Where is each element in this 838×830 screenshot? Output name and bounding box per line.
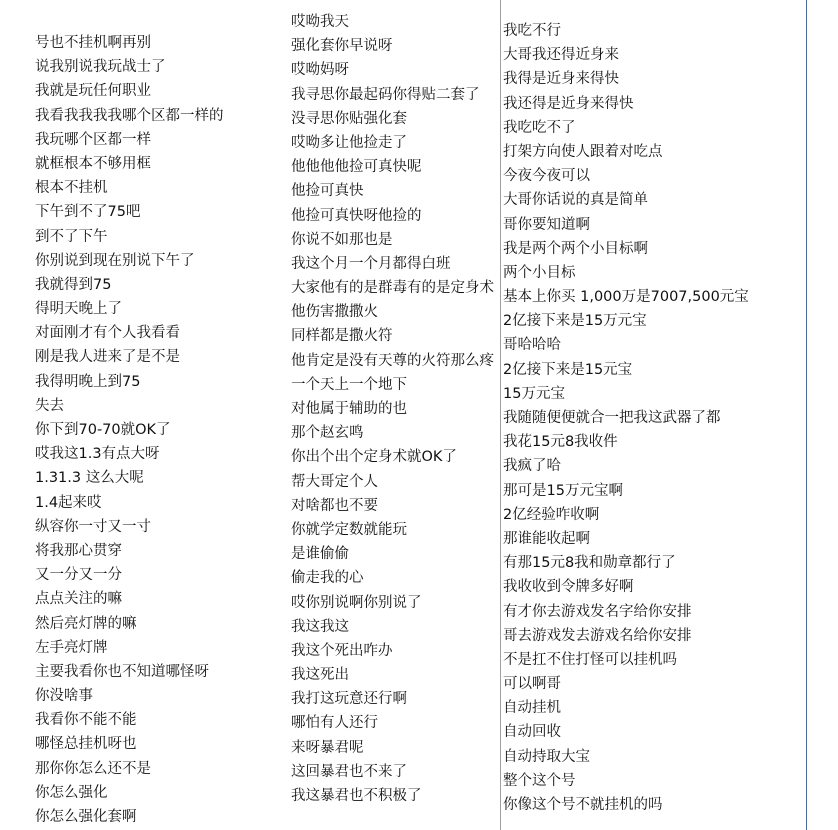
transcript-line: 号也不挂机啊再别 — [35, 35, 151, 51]
transcript-line: 帮大哥定个人 — [291, 473, 378, 490]
transcript-line: 我这个死出咋办 — [291, 642, 393, 659]
transcript-line: 你怎么强化 — [35, 784, 108, 801]
transcript-line: 对面刚才有个人我看看 — [35, 325, 180, 342]
transcript-line: 是谁偷偷 — [291, 546, 349, 563]
transcript-line: 我玩哪个区都一样 — [35, 131, 151, 148]
transcript-line: 哥去游戏发去游戏名给你安排 — [503, 627, 692, 644]
transcript-line: 两个小目标 — [503, 264, 576, 281]
transcript-line: 我随随便便就合一把我这武器了都 — [503, 410, 721, 426]
transcript-line: 有才你去游戏发名字给你安排 — [503, 603, 692, 620]
transcript-line: 我这个月一个月都得白班 — [291, 255, 451, 272]
transcript-line: 那你你怎么还不是 — [35, 760, 151, 777]
transcript-line: 你说不如那也是 — [291, 231, 393, 248]
transcript-line: 那谁能收起啊 — [503, 530, 590, 547]
transcript-line: 我看我我我我哪个区都一样的 — [35, 107, 224, 124]
transcript-line: 下午到不了75吧 — [35, 204, 141, 221]
transcript-line: 可以啊哥 — [503, 676, 561, 693]
transcript-line: 打架方向使人跟着对吃点 — [503, 143, 663, 160]
transcript-line: 哪怪总挂机呀也 — [35, 736, 137, 753]
transcript-line: 我花15元8我收件 — [503, 434, 618, 451]
transcript-line: 你怎么强化套啊 — [35, 809, 137, 825]
transcript-line: 我这我这 — [291, 618, 349, 635]
transcript-line: 说我别说我玩战士了 — [35, 59, 166, 76]
transcript-line: 那个赵玄鸣 — [291, 425, 364, 442]
transcript-line: 我是两个两个小目标啊 — [503, 240, 648, 257]
transcript-line: 大哥你话说的真是简单 — [503, 192, 648, 209]
transcript-line: 你就学定数就能玩 — [291, 521, 407, 538]
transcript-line: 根本不挂机 — [35, 180, 108, 197]
transcript-line: 哎呦妈呀 — [291, 62, 349, 79]
transcript-line: 自动持取大宝 — [503, 748, 590, 765]
transcript-line: 对他属于辅助的也 — [291, 401, 407, 417]
transcript-line: 刚是我人进来了是不是 — [35, 349, 180, 366]
transcript-line: 他他他他捡可真快呢 — [291, 159, 422, 176]
transcript-line: 我看你不能不能 — [35, 712, 137, 729]
transcript-line: 我就得到75 — [35, 276, 112, 293]
transcript-line: 你像这个号不就挂机的吗 — [503, 797, 663, 813]
transcript-line: 2亿接下来是15万元宝 — [503, 313, 647, 330]
transcript-line: 点点关注的嘛 — [35, 591, 122, 608]
transcript-line: 没寻思你贴强化套 — [291, 110, 407, 127]
transcript-line: 对啥都也不要 — [291, 497, 378, 514]
transcript-line: 我吃吃不了 — [503, 119, 576, 136]
transcript-line: 哎呦我天 — [291, 14, 349, 30]
transcript-line: 纵容你一寸又一寸 — [35, 518, 151, 535]
transcript-line: 左手亮灯牌 — [35, 639, 108, 656]
transcript-line: 主要我看你也不知道哪怪呀 — [35, 663, 209, 680]
transcript-line: 我吃不行 — [503, 23, 561, 39]
transcript-line: 那可是15万元宝啊 — [503, 482, 623, 499]
transcript-line: 又一分又一分 — [35, 567, 122, 584]
transcript-line: 有那15元8我和勋章都行了 — [503, 555, 676, 572]
transcript-line: 不是扛不住打怪可以挂机吗 — [503, 651, 677, 668]
transcript-line: 我得明晚上到75 — [35, 373, 141, 390]
transcript-line: 我这死出 — [291, 667, 349, 684]
transcript-line: 同样都是撒火符 — [291, 328, 393, 345]
transcript-line: 我打这玩意还行啊 — [291, 691, 407, 708]
transcript-line: 你别说到现在别说下午了 — [35, 252, 195, 269]
transcript-line: 他捡可真快呀他捡的 — [291, 207, 422, 224]
transcript-line: 哪怕有人还行 — [291, 715, 378, 732]
transcript-line: 15万元宝 — [503, 385, 565, 402]
transcript-line: 自动回收 — [503, 724, 561, 741]
transcript-column-right — [503, 19, 749, 817]
transcript-line: 哎你别说啊你别说了 — [291, 594, 422, 611]
transcript-line: 失去 — [35, 397, 64, 414]
transcript-line: 基本上你买 1,000万是7007,500元宝 — [503, 289, 749, 306]
transcript-line: 我寻思你最起码你得贴二套了 — [291, 86, 480, 103]
transcript-line: 大哥我还得近身来 — [503, 47, 619, 64]
transcript-line: 你下到70-70就OK了 — [35, 422, 171, 438]
transcript-line: 你没啥事 — [35, 688, 93, 705]
transcript-line: 这回暴君也不来了 — [291, 763, 407, 780]
transcript-line: 得明天晚上了 — [35, 301, 122, 318]
transcript-line: 你出个出个定身术就OK了 — [291, 449, 457, 466]
transcript-line: 我还得是近身来得快 — [503, 95, 634, 112]
transcript-line: 今夜今夜可以 — [503, 168, 590, 185]
transcript-line: 来呀暴君呢 — [291, 739, 364, 756]
transcript-line: 整个这个号 — [503, 772, 576, 789]
transcript-line: 他肯定是没有天尊的火符那么疼 — [291, 352, 494, 369]
transcript-line: 哎我这1.3有点大呀 — [35, 446, 160, 463]
transcript-line: 我这暴君也不积极了 — [291, 788, 422, 804]
transcript-line: 1.31.3 这么大呢 — [35, 470, 144, 487]
transcript-line: 1.4起来哎 — [35, 494, 102, 511]
transcript-line: 我收收到令牌多好啊 — [503, 579, 634, 596]
transcript-line: 我就是玩任何职业 — [35, 83, 151, 100]
transcript-line: 一个天上一个地下 — [291, 376, 407, 393]
transcript-line: 哥哈哈哈 — [503, 337, 561, 354]
page-edge-line — [806, 0, 807, 830]
transcript-column-middle — [291, 10, 494, 808]
transcript-line: 我疯了哈 — [503, 458, 561, 475]
column-divider — [500, 0, 501, 830]
transcript-line: 将我那心贯穿 — [35, 542, 122, 559]
transcript-line: 就框根本不够用框 — [35, 155, 151, 172]
transcript-line: 大家他有的是群毒有的是定身术 — [291, 280, 494, 297]
transcript-line: 2亿接下来是15元宝 — [503, 361, 633, 378]
transcript-line: 自动挂机 — [503, 700, 561, 717]
transcript-line: 偷走我的心 — [291, 570, 364, 587]
transcript-line: 哥你要知道啊 — [503, 216, 590, 233]
transcript-line: 他伤害撒撒火 — [291, 304, 378, 321]
transcript-line: 到不了下午 — [35, 228, 108, 245]
transcript-line: 哎呦多让他捡走了 — [291, 134, 407, 151]
transcript-line: 强化套你早说呀 — [291, 38, 393, 55]
transcript-column-left — [35, 31, 224, 829]
transcript-line: 他捡可真快 — [291, 183, 364, 200]
transcript-line: 然后亮灯牌的嘛 — [35, 615, 137, 632]
transcript-line: 2亿经验咋收啊 — [503, 506, 600, 523]
transcript-line: 我得是近身来得快 — [503, 71, 619, 88]
